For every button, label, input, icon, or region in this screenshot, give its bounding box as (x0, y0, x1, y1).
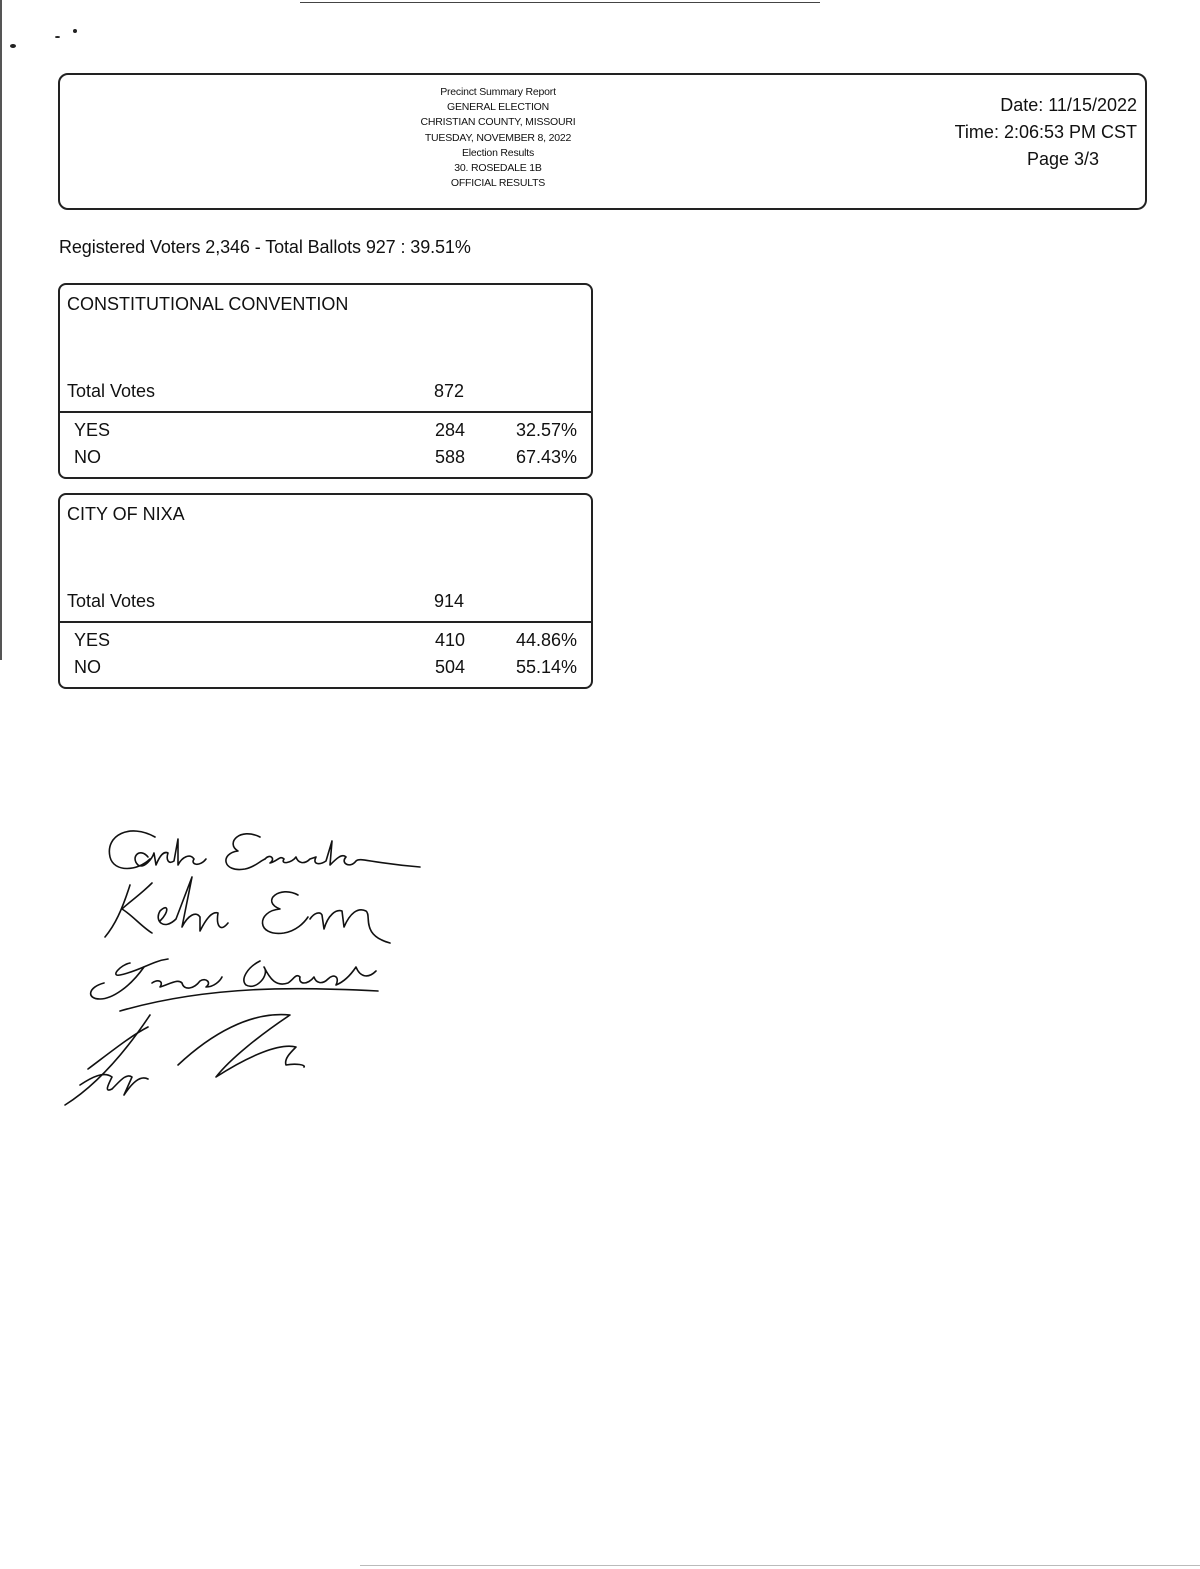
report-title-block (360, 85, 636, 191)
turnout-summary: Registered Voters 2,346 - Total Ballots 927 : 39.51% (59, 237, 471, 257)
total-votes-label: Total Votes (67, 381, 156, 401)
report-date: Date: 11/15/2022 (1000, 95, 1137, 115)
report-header (58, 73, 1147, 210)
scan-edge-top (300, 2, 820, 3)
choice-name: NO (74, 447, 101, 467)
report-meta (955, 92, 1137, 173)
signature (91, 959, 378, 1011)
total-votes-label: Total Votes (67, 591, 156, 611)
scan-speck (10, 44, 16, 48)
signature (105, 877, 390, 943)
signature (109, 831, 420, 870)
signature (65, 1015, 304, 1105)
choice-votes: 284 (434, 420, 465, 440)
precinct-name: 30. ROSEDALE 1B (454, 162, 542, 175)
divider (60, 621, 591, 623)
divider (60, 411, 591, 413)
election-name: GENERAL ELECTION (446, 101, 550, 114)
scan-speck (73, 29, 77, 33)
contest-title: CONSTITUTIONAL CONVENTION (67, 294, 349, 314)
choice-percent: 67.43% (515, 447, 577, 467)
county-name: CHRISTIAN COUNTY, MISSOURI (420, 116, 576, 129)
choice-name: NO (74, 657, 101, 677)
results-label: Election Results (461, 146, 535, 159)
signatures (60, 815, 440, 1115)
choice-name: YES (74, 420, 111, 440)
choice-percent: 32.57% (515, 420, 577, 440)
choice-votes: 588 (434, 447, 465, 467)
page-number: Page 3/3 (1026, 149, 1099, 169)
contest-box (58, 493, 593, 689)
election-date: TUESDAY, NOVEMBER 8, 2022 (424, 131, 572, 144)
choice-name: YES (74, 630, 111, 650)
scan-speck (55, 36, 60, 38)
choice-percent: 44.86% (515, 630, 577, 650)
report-title: Precinct Summary Report (440, 86, 556, 98)
total-votes-value: 914 (433, 591, 464, 611)
total-votes-value: 872 (433, 381, 464, 401)
contest-box (58, 283, 593, 479)
choice-percent: 55.14% (515, 657, 577, 677)
contest-title: CITY OF NIXA (67, 504, 185, 524)
official-results-label: OFFICIAL RESULTS (450, 177, 546, 190)
choice-votes: 410 (434, 630, 465, 650)
report-time: Time: 2:06:53 PM CST (954, 122, 1137, 142)
scan-edge-left (0, 0, 2, 660)
scan-edge-bottom (360, 1565, 1200, 1566)
choice-votes: 504 (434, 657, 465, 677)
